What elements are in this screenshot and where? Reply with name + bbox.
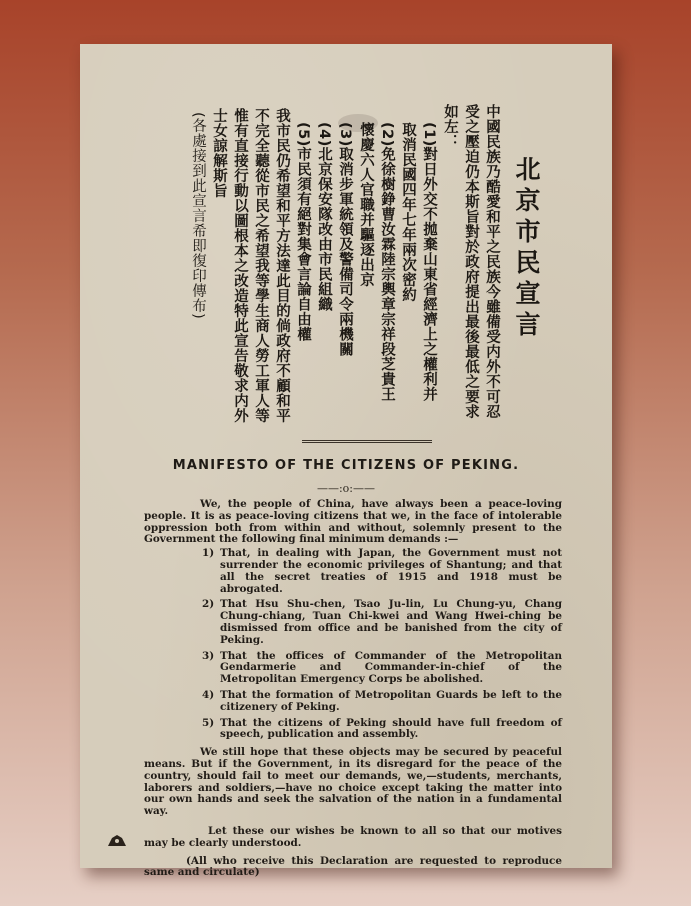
- chinese-title: 北京市民宣言: [512, 156, 541, 342]
- title-ornament: ——:o:——: [316, 482, 376, 495]
- chinese-line: 惟有直接行動以圖根本之改造特此宣告敬求内外: [232, 108, 248, 423]
- demand-text: That, in dealing with Japan, the Government must not surrender the economic privileges of Shantung; and that all the secret treaties of 1915 and 1918 must be abrogated.: [220, 547, 562, 595]
- section-divider: [302, 440, 432, 443]
- demand-number: 5): [202, 716, 215, 729]
- english-title: MANIFESTO OF THE CITIZENS OF PEKING.: [172, 458, 520, 473]
- chinese-demand-1: (1)對日外交不拋棄山東省經濟上之權利并: [421, 122, 437, 402]
- chinese-demand-5: (5)市民須有絕對集會言論自由權: [295, 122, 311, 342]
- chinese-line: 中國民族乃酷愛和平之民族今雖備受内外不可忍: [484, 104, 500, 419]
- demand-item: [144, 599, 562, 646]
- demand-item: [144, 651, 562, 686]
- chinese-line: 士女諒解斯旨: [211, 108, 227, 198]
- chinese-line: 懷慶六人官職并驅逐出京: [358, 122, 374, 287]
- demand-text: That the offices of Commander of the Metropolitan Gendarmerie and Commander-in-chief of the Metropolitan Emergency Corps be abolished.: [220, 649, 562, 686]
- chinese-line: 如左：: [442, 104, 458, 149]
- demand-number: 4): [202, 688, 215, 701]
- closing-paragraph: We still hope that these objects may be secured by peaceful means. But if the Government, in its disregard for the peace of the country, should fail to meet our demands, we,—students, merchants, laborers and soldiers,—have no choice except taking the matter into our own hands and seek the salvation of the nation in a fundamental way.: [144, 746, 562, 818]
- demand-text: That Hsu Shu-chen, Tsao Ju-lin, Lu Chung-yu, Chang Chung-chiang, Tuan Chi-kwei and Wang Hwei-ching be dismissed from office and be banished from the city of Peking.: [220, 598, 562, 646]
- demand-number: 2): [202, 598, 215, 611]
- demand-number: 1): [202, 547, 215, 560]
- reproduce-note: (All who receive this Declaration are requested to reproduce same and circulate): [144, 854, 562, 879]
- demand-text: That the citizens of Peking should have full freedom of speech, publication and assembly.: [220, 716, 562, 741]
- chinese-line: 取消民國四年七年兩次密約: [400, 122, 416, 302]
- wish-paragraph: Let these our wishes be known to all so that our motives may be clearly understood.: [144, 824, 562, 849]
- chinese-line: 我市民仍希望和平方法達此目的倘政府不顧和平: [274, 108, 290, 423]
- chinese-line: 受之壓迫仍本斯旨對於政府提出最後最低之要求: [463, 104, 479, 419]
- demand-text: That the formation of Metropolitan Guards be left to the citizenery of Peking.: [220, 688, 562, 713]
- demand-item: [144, 690, 562, 714]
- chinese-demand-4: (4)北京保安隊改由市民組織: [316, 122, 332, 312]
- demand-item: [144, 548, 562, 595]
- intro-paragraph: We, the people of China, have always been a peace-loving people. It is as peace-loving citizens that we, in the face of intolerable oppression both from within and without, solemnly present to the Government the following final minimum demands :—: [144, 498, 562, 546]
- manifesto-sheet: [80, 44, 612, 879]
- chinese-footnote: (各處接到此宣言希即復印傳布): [190, 112, 206, 320]
- demands-list: [144, 548, 562, 741]
- demand-item: [144, 718, 562, 742]
- chinese-demand-2: (2)免徐樹錚曹汝霖陸宗輿章宗祥段芝貴王: [379, 122, 395, 402]
- english-declaration: [144, 499, 562, 879]
- demand-number: 3): [202, 649, 215, 662]
- chinese-demand-3: (3)取消步軍統領及警備司令兩機關: [337, 122, 353, 357]
- printer-mark-icon: [106, 834, 128, 848]
- chinese-declaration: [166, 104, 546, 434]
- chinese-line: 不完全聽從市民之希望我等學生商人勞工軍人等: [253, 108, 269, 423]
